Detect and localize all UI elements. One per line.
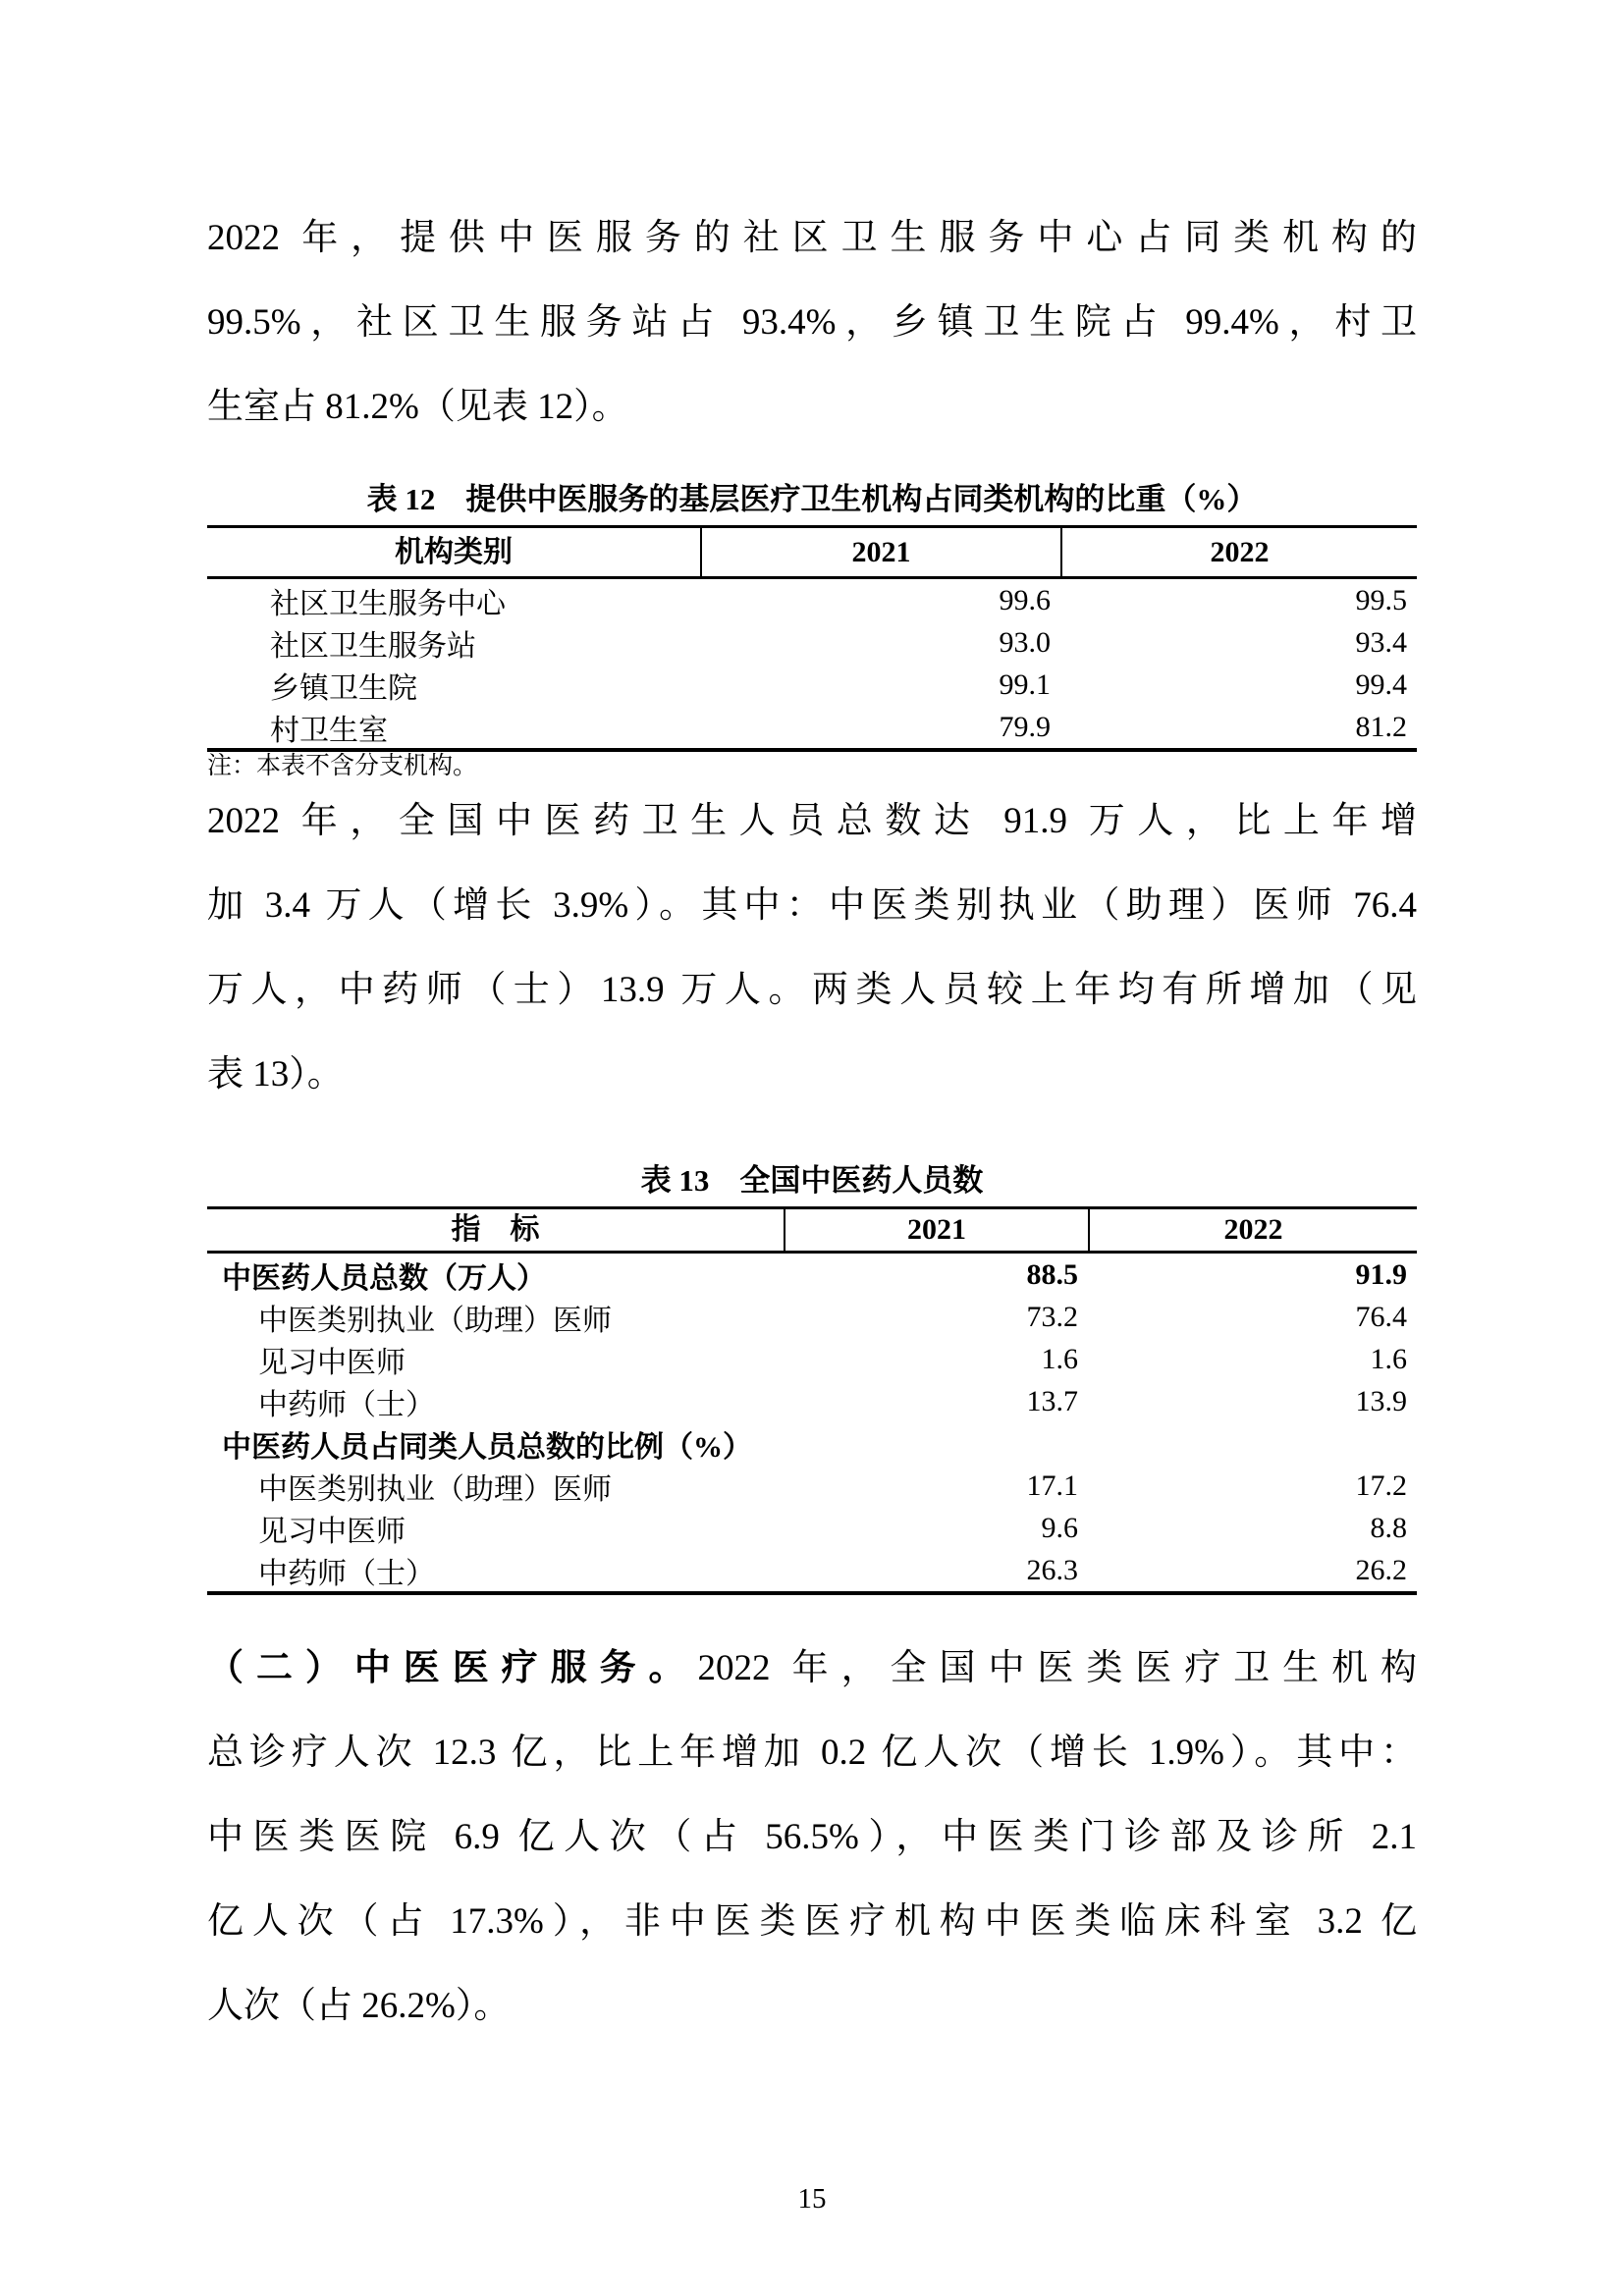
table12 [207, 525, 1417, 752]
paragraph-text: 2022 年，全国中医药卫生人员总数达 91.9 万人，比上年增 [207, 801, 1417, 841]
table-row [207, 1338, 1417, 1380]
table13-header-row [207, 1209, 1417, 1254]
table-row [207, 1507, 1417, 1549]
row-value-2021: 99.1 [999, 667, 1051, 701]
paragraph-line [207, 1711, 1417, 1795]
paragraph-text: 99.5%，社区卫生服务站占 93.4%，乡镇卫生院占 99.4%，村卫 [207, 302, 1417, 343]
row-value-2021: 17.1 [1026, 1468, 1078, 1502]
paragraph-line [207, 1964, 1417, 2049]
table-row [207, 1549, 1417, 1591]
paragraph-line [207, 1627, 1417, 1711]
table13-header-2021: 2021 [784, 1209, 1088, 1251]
table-row [207, 1254, 1417, 1296]
table-row [207, 579, 1417, 621]
paragraph-text: 万人，中药师（士）13.9 万人。两类人员较上年均有所增加（见 [207, 970, 1417, 1010]
row-value-2021: 26.3 [1026, 1553, 1078, 1586]
table-row [207, 1422, 1417, 1465]
paragraph-text: 中医类医院 6.9 亿人次（占 56.5%），中医类门诊部及诊所 2.1 [207, 1817, 1417, 1857]
table12-header-2022: 2022 [1060, 528, 1417, 576]
table-row [207, 1465, 1417, 1507]
paragraph-text: 2022 年，提供中医服务的社区卫生服务中心占同类机构的 [207, 218, 1417, 258]
table13-header-indicator: 指 标 [451, 1213, 540, 1246]
page-number: 15 [797, 2183, 827, 2215]
table12-header-2021: 2021 [700, 528, 1060, 576]
table-row [207, 664, 1417, 706]
row-value-2022: 13.9 [1355, 1384, 1407, 1417]
table12-body [207, 579, 1417, 748]
row-label: 社区卫生服务站 [270, 629, 476, 663]
row-label: 中药师（士） [258, 1557, 435, 1590]
row-value-2022: 81.2 [1355, 710, 1407, 743]
paragraph-line [207, 281, 1417, 365]
paragraph-line [207, 1033, 1417, 1117]
table13 [207, 1206, 1417, 1595]
row-label: 村卫生室 [270, 714, 388, 747]
paragraph-line [207, 864, 1417, 948]
row-label: 中医药人员占同类人员总数的比例（%） [222, 1430, 752, 1464]
row-label: 中医药人员总数（万人） [222, 1261, 546, 1295]
paragraph-tcm-primary-care-share [207, 196, 1417, 450]
paragraph-line [207, 196, 1417, 281]
paragraph-text: 表 13）。 [207, 1054, 344, 1095]
row-value-2022: 93.4 [1355, 625, 1407, 659]
row-value-2021: 73.2 [1026, 1300, 1078, 1333]
row-value-2021: 88.5 [1026, 1257, 1078, 1291]
row-label: 中药师（士） [258, 1388, 435, 1421]
paragraph-line [207, 779, 1417, 864]
row-label: 见习中医师 [258, 1515, 406, 1548]
row-value-2022: 99.4 [1355, 667, 1407, 701]
paragraph-line [207, 365, 1417, 450]
row-value-2021: 93.0 [999, 625, 1051, 659]
row-label: 见习中医师 [258, 1346, 406, 1379]
row-value-2021: 13.7 [1026, 1384, 1078, 1417]
paragraph-text: 人次（占 26.2%）。 [207, 1986, 511, 2026]
row-value-2022: 91.9 [1355, 1257, 1407, 1291]
paragraph-line [207, 1795, 1417, 1880]
table13-body [207, 1254, 1417, 1591]
row-label: 社区卫生服务中心 [270, 587, 506, 620]
paragraph-tcm-medical-services [207, 1627, 1417, 2049]
row-value-2021: 1.6 [1041, 1342, 1078, 1375]
row-label: 乡镇卫生院 [270, 671, 417, 705]
paragraph-text: 加 3.4 万人（增长 3.9%）。其中：中医类别执业（助理）医师 76.4 [207, 885, 1417, 926]
paragraph-line [207, 948, 1417, 1033]
row-label: 中医类别执业（助理）医师 [258, 1304, 612, 1337]
paragraph-text: 总诊疗人次 12.3 亿，比上年增加 0.2 亿人次（增长 1.9%）。其中： [207, 1733, 1417, 1773]
row-value-2021: 9.6 [1041, 1511, 1078, 1544]
row-value-2022: 1.6 [1370, 1342, 1407, 1375]
paragraph-text: 亿人次（占 17.3%），非中医类医疗机构中医类临床科室 3.2 亿 [207, 1901, 1417, 1942]
row-label: 中医类别执业（助理）医师 [258, 1472, 612, 1506]
paragraph-text: 生室占 81.2%（见表 12）。 [207, 387, 628, 427]
table-row [207, 1380, 1417, 1422]
paragraph-lead-bold: （二）中医医疗服务。 [207, 1648, 698, 1688]
row-value-2021: 99.6 [999, 583, 1051, 616]
table-row [207, 621, 1417, 664]
paragraph-line [207, 1880, 1417, 1964]
table12-note: 注：本表不含分支机构。 [207, 753, 478, 779]
table-row [207, 1296, 1417, 1338]
table12-header-row [207, 528, 1417, 579]
table12-title: 表 12 提供中医服务的基层医疗卫生机构占同类机构的比重（%） [366, 482, 1258, 516]
table13-header-2022: 2022 [1088, 1209, 1417, 1251]
row-value-2022: 76.4 [1355, 1300, 1407, 1333]
table13-title: 表 13 全国中医药人员数 [640, 1163, 984, 1198]
paragraph-tcm-personnel [207, 779, 1417, 1117]
table12-header-category: 机构类别 [395, 536, 513, 568]
row-value-2022: 99.5 [1355, 583, 1407, 616]
row-value-2022: 17.2 [1355, 1468, 1407, 1502]
row-value-2022: 26.2 [1355, 1553, 1407, 1586]
paragraph-text: 2022 年，全国中医类医疗卫生机构 [697, 1648, 1417, 1688]
row-value-2021: 79.9 [999, 710, 1051, 743]
row-value-2022: 8.8 [1370, 1511, 1407, 1544]
table-row [207, 706, 1417, 748]
